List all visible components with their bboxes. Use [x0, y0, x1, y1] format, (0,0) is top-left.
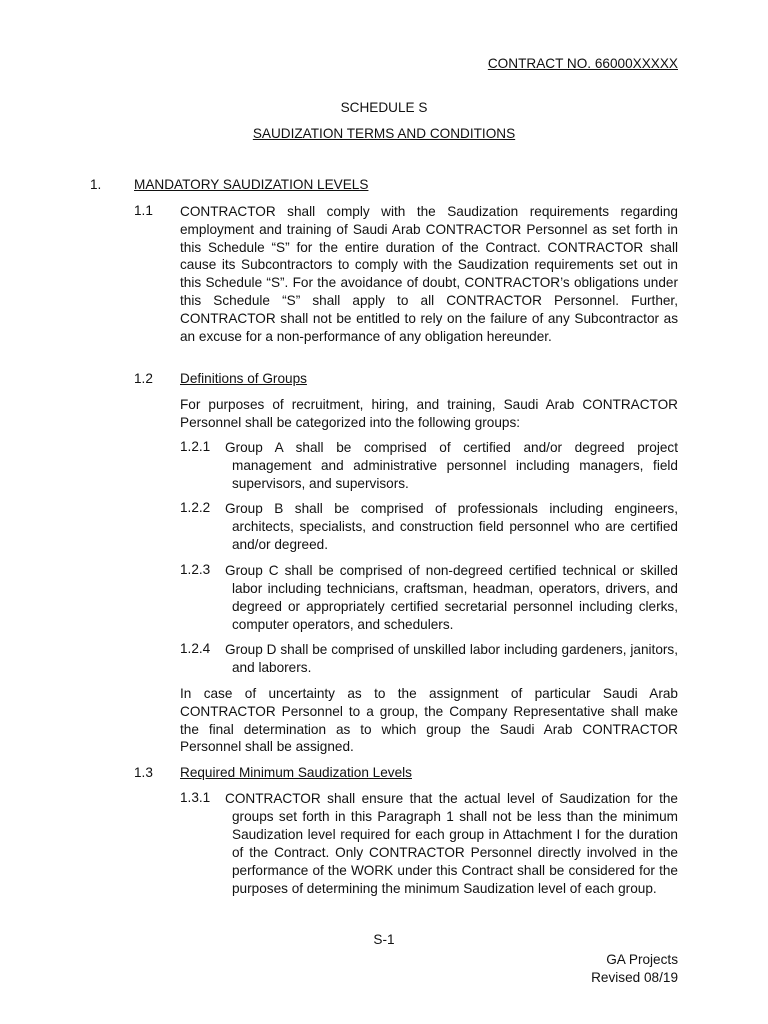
subclause-number: 1.2.1	[180, 439, 211, 454]
clause-number: 1.3	[134, 765, 153, 780]
clause-1-1-text: CONTRACTOR shall comply with the Saudization requirements regarding employment and training of Saudi Arab CONTRACTOR Personnel as set forth in this Schedule “S” for the entire duration of the Contract. CONTRACTOR shall cause its Subcontractors to comply with the Saudization requirements set out in this Schedule “S”. For the avoidance of doubt, CONTRACTOR’s obligations under this Schedule “S” shall apply to all CONTRACTOR Personnel. Further, CONTRACTOR shall not be entitled to rely on the failure of any Subcontractor as an excuse for a non-performance of any obligation hereunder.	[180, 204, 678, 344]
subclause-number: 1.2.2	[180, 500, 211, 515]
footer-revision: Revised 08/19	[591, 970, 678, 985]
subclause-number: 1.3.1	[180, 790, 211, 805]
subclause-number: 1.2.4	[180, 641, 211, 656]
schedule-subtitle: SAUDIZATION TERMS AND CONDITIONS	[252, 126, 516, 141]
page-number: S-1	[373, 932, 395, 947]
clause-number: 1.2	[134, 371, 153, 386]
clause-heading: Required Minimum Saudization Levels	[180, 765, 412, 780]
subclause-number: 1.2.3	[180, 562, 211, 577]
clause-1-2-intro: For purposes of recruitment, hiring, and training, Saudi Arab CONTRACTOR Personnel shall be categorized into the following groups:	[180, 397, 678, 430]
section-heading: MANDATORY SAUDIZATION LEVELS	[134, 177, 369, 192]
subclause-text: Group D shall be comprised of unskilled labor including gardeners, janitors, and laborers.	[225, 642, 678, 675]
clause-1-2-closing: In case of uncertainty as to the assignment of particular Saudi Arab CONTRACTOR Personnel to a group, the Company Representative shall make the final determination as to which group the Saudi Arab CONTRACTOR Personnel shall be assigned.	[180, 686, 678, 755]
subclause-text: CONTRACTOR shall ensure that the actual level of Saudization for the groups set forth in this Paragraph 1 shall not be less than the minimum Saudization level required for each group in Attachment I for the duration of the Contract. Only CONTRACTOR Personnel directly involved in the performance of the WORK under this Contract shall be considered for the purposes of determining the minimum Saudization level of each group.	[225, 791, 678, 896]
clause-heading: Definitions of Groups	[180, 371, 307, 386]
schedule-title: SCHEDULE S	[340, 100, 428, 115]
subclause-text: Group A shall be comprised of certified and/or degreed project management and administrative personnel including managers, field supervisors, and supervisors.	[225, 440, 678, 491]
subclause-text: Group C shall be comprised of non-degreed certified technical or skilled labor including technicians, craftsman, headman, operators, drivers, and degreed or appropriately certified secretarial personnel including clerks, computer operators, and schedulers.	[225, 563, 678, 632]
contract-number: CONTRACT NO. 66000XXXXX	[487, 56, 678, 71]
footer-project: GA Projects	[606, 952, 678, 967]
subclause-text: Group B shall be comprised of professionals including engineers, architects, specialists, and construction field personnel who are certified and/or degreed.	[225, 501, 678, 552]
section-number: 1.	[90, 177, 102, 192]
clause-number: 1.1	[134, 203, 153, 218]
